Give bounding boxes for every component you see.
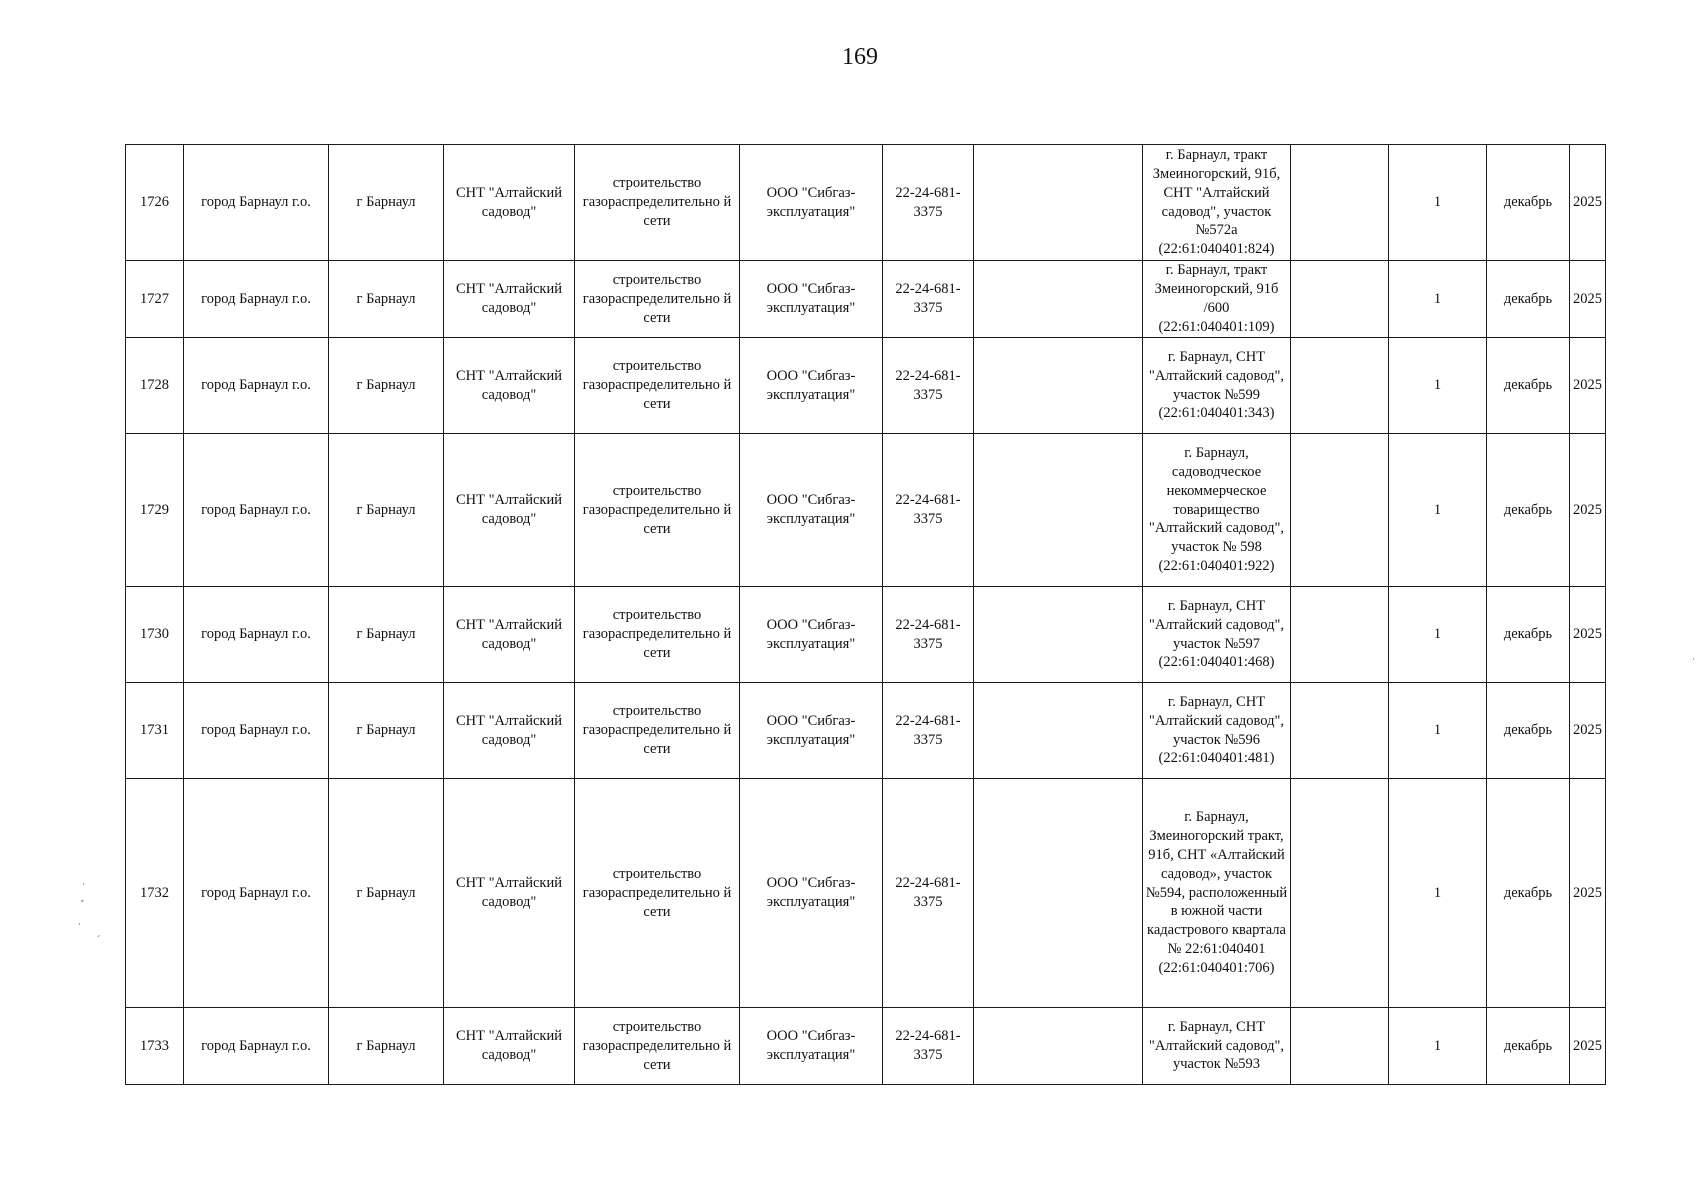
locality-cell: г Барнаул: [329, 338, 444, 434]
district-cell: город Барнаул г.о.: [184, 587, 329, 683]
organization-cell: ООО "Сибгаз-эксплуатация": [740, 779, 883, 1008]
quantity-cell: 1: [1389, 261, 1487, 338]
quantity-cell: 1: [1389, 779, 1487, 1008]
scan-artifact: ·: [1692, 655, 1695, 665]
locality-cell: г Барнаул: [329, 587, 444, 683]
note-cell: [974, 683, 1143, 779]
note-cell: [974, 434, 1143, 587]
address-cell: г. Барнаул, СНТ "Алтайский садовод", участок №593: [1143, 1008, 1291, 1085]
year-cell: 2025: [1570, 338, 1606, 434]
year-cell: 2025: [1570, 1008, 1606, 1085]
code-cell: 22-24-681-3375: [883, 779, 974, 1008]
snt-cell: СНТ "Алтайский садовод": [444, 1008, 575, 1085]
month-cell: декабрь: [1487, 434, 1570, 587]
district-cell: город Барнаул г.о.: [184, 145, 329, 261]
code-cell: 22-24-681-3375: [883, 587, 974, 683]
table-row: [126, 1008, 1606, 1085]
month-cell: декабрь: [1487, 1008, 1570, 1085]
work-type-cell: строительство газораспределительно й сети: [575, 434, 740, 587]
quantity-cell: 1: [1389, 338, 1487, 434]
note-cell: [974, 338, 1143, 434]
snt-cell: СНТ "Алтайский садовод": [444, 587, 575, 683]
quantity-cell: 1: [1389, 1008, 1487, 1085]
work-type-cell: строительство газораспределительно й сети: [575, 1008, 740, 1085]
extra-cell: [1291, 1008, 1389, 1085]
locality-cell: г Барнаул: [329, 145, 444, 261]
district-cell: город Барнаул г.о.: [184, 779, 329, 1008]
row-number: 1729: [126, 434, 184, 587]
row-number: 1733: [126, 1008, 184, 1085]
month-cell: декабрь: [1487, 587, 1570, 683]
month-cell: декабрь: [1487, 779, 1570, 1008]
code-cell: 22-24-681-3375: [883, 434, 974, 587]
address-cell: г. Барнаул, СНТ "Алтайский садовод", участок №597 (22:61:040401:468): [1143, 587, 1291, 683]
registry-table: [125, 144, 1606, 1085]
year-cell: 2025: [1570, 683, 1606, 779]
district-cell: город Барнаул г.о.: [184, 434, 329, 587]
row-number: 1732: [126, 779, 184, 1008]
table-row: [126, 683, 1606, 779]
snt-cell: СНТ "Алтайский садовод": [444, 145, 575, 261]
extra-cell: [1291, 587, 1389, 683]
locality-cell: г Барнаул: [329, 261, 444, 338]
code-cell: 22-24-681-3375: [883, 683, 974, 779]
snt-cell: СНТ "Алтайский садовод": [444, 338, 575, 434]
note-cell: [974, 779, 1143, 1008]
locality-cell: г Барнаул: [329, 779, 444, 1008]
year-cell: 2025: [1570, 145, 1606, 261]
note-cell: [974, 145, 1143, 261]
work-type-cell: строительство газораспределительно й сети: [575, 587, 740, 683]
work-type-cell: строительство газораспределительно й сети: [575, 683, 740, 779]
work-type-cell: строительство газораспределительно й сети: [575, 145, 740, 261]
note-cell: [974, 261, 1143, 338]
extra-cell: [1291, 145, 1389, 261]
district-cell: город Барнаул г.о.: [184, 338, 329, 434]
row-number: 1730: [126, 587, 184, 683]
year-cell: 2025: [1570, 261, 1606, 338]
address-cell: г. Барнаул, тракт Змеиногорский, 91б /600 (22:61:040401:109): [1143, 261, 1291, 338]
row-number: 1727: [126, 261, 184, 338]
table-row: [126, 779, 1606, 1008]
snt-cell: СНТ "Алтайский садовод": [444, 683, 575, 779]
district-cell: город Барнаул г.о.: [184, 1008, 329, 1085]
district-cell: город Барнаул г.о.: [184, 261, 329, 338]
year-cell: 2025: [1570, 434, 1606, 587]
extra-cell: [1291, 683, 1389, 779]
locality-cell: г Барнаул: [329, 683, 444, 779]
extra-cell: [1291, 338, 1389, 434]
snt-cell: СНТ "Алтайский садовод": [444, 261, 575, 338]
quantity-cell: 1: [1389, 145, 1487, 261]
table-row: [126, 261, 1606, 338]
code-cell: 22-24-681-3375: [883, 1008, 974, 1085]
quantity-cell: 1: [1389, 587, 1487, 683]
district-cell: город Барнаул г.о.: [184, 683, 329, 779]
address-cell: г. Барнаул, садоводческое некоммерческое товарищество "Алтайский садовод", участок № 598 (22:61:040401:922): [1143, 434, 1291, 587]
quantity-cell: 1: [1389, 683, 1487, 779]
table-row: [126, 338, 1606, 434]
organization-cell: ООО "Сибгаз-эксплуатация": [740, 338, 883, 434]
locality-cell: г Барнаул: [329, 434, 444, 587]
code-cell: 22-24-681-3375: [883, 145, 974, 261]
row-number: 1726: [126, 145, 184, 261]
address-cell: г. Барнаул, Змеиногорский тракт, 91б, СНТ «Алтайский садовод», участок №594, расположенный в южной части кадастрового квартала № 22:61:040401 (22:61:040401:706): [1143, 779, 1291, 1008]
row-number: 1728: [126, 338, 184, 434]
organization-cell: ООО "Сибгаз-эксплуатация": [740, 683, 883, 779]
work-type-cell: строительство газораспределительно й сети: [575, 261, 740, 338]
note-cell: [974, 1008, 1143, 1085]
page-number: 169: [842, 44, 878, 70]
organization-cell: ООО "Сибгаз-эксплуатация": [740, 145, 883, 261]
organization-cell: ООО "Сибгаз-эксплуатация": [740, 261, 883, 338]
row-number: 1731: [126, 683, 184, 779]
organization-cell: ООО "Сибгаз-эксплуатация": [740, 434, 883, 587]
address-cell: г. Барнаул, тракт Змеиногорский, 91б, СНТ "Алтайский садовод", участок №572а (22:61:040401:824): [1143, 145, 1291, 261]
address-cell: г. Барнаул, СНТ "Алтайский садовод", участок №596 (22:61:040401:481): [1143, 683, 1291, 779]
code-cell: 22-24-681-3375: [883, 338, 974, 434]
table-row: [126, 434, 1606, 587]
month-cell: декабрь: [1487, 338, 1570, 434]
table-row: [126, 145, 1606, 261]
extra-cell: [1291, 779, 1389, 1008]
extra-cell: [1291, 261, 1389, 338]
note-cell: [974, 587, 1143, 683]
table-row: [126, 587, 1606, 683]
scan-artifact: ˏ: [96, 928, 101, 938]
scan-artifact: ˅: [80, 900, 85, 910]
month-cell: декабрь: [1487, 145, 1570, 261]
locality-cell: г Барнаул: [329, 1008, 444, 1085]
work-type-cell: строительство газораспределительно й сети: [575, 779, 740, 1008]
year-cell: 2025: [1570, 779, 1606, 1008]
month-cell: декабрь: [1487, 683, 1570, 779]
snt-cell: СНТ "Алтайский садовод": [444, 434, 575, 587]
address-cell: г. Барнаул, СНТ "Алтайский садовод", участок №599 (22:61:040401:343): [1143, 338, 1291, 434]
organization-cell: ООО "Сибгаз-эксплуатация": [740, 587, 883, 683]
year-cell: 2025: [1570, 587, 1606, 683]
work-type-cell: строительство газораспределительно й сети: [575, 338, 740, 434]
extra-cell: [1291, 434, 1389, 587]
quantity-cell: 1: [1389, 434, 1487, 587]
snt-cell: СНТ "Алтайский садовод": [444, 779, 575, 1008]
code-cell: 22-24-681-3375: [883, 261, 974, 338]
scan-artifact: ·: [78, 920, 81, 930]
organization-cell: ООО "Сибгаз-эксплуатация": [740, 1008, 883, 1085]
month-cell: декабрь: [1487, 261, 1570, 338]
scan-artifact: ·: [82, 880, 85, 890]
